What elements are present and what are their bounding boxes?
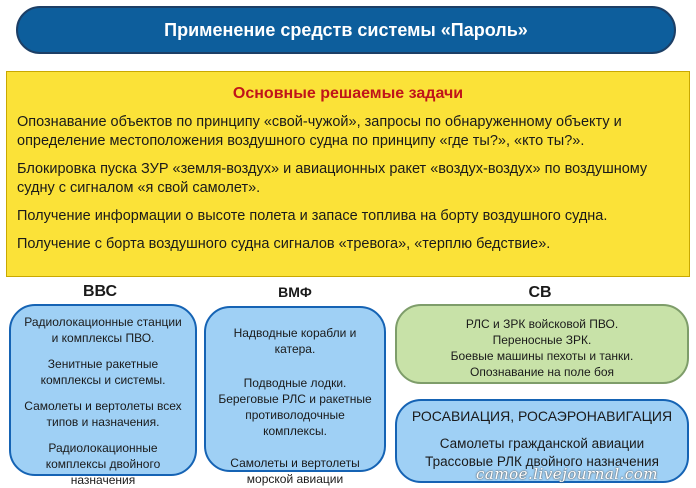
vvs-heading: ВВС [82, 283, 118, 300]
sv-item: Переносные ЗРК. [492, 333, 592, 347]
rosaviatsia-item: Трассовые РЛК двойного назначения [425, 454, 659, 469]
task-item: Опознавание объектов по принципу «свой-чужой», запросы по обнаруженному объекту и определение местоположения воздушного судна по принципу «где ты?», «кто ты?». [17, 114, 622, 149]
vvs-box [9, 304, 197, 487]
task-item: Блокировка пуска ЗУР «земля-воздух» и авиационных ракет «воздух-воздух» по воздушному судну с сигналом «я свой самолет». [17, 161, 648, 196]
watermark: camoe.livejournal.com [476, 465, 659, 483]
vmf-item: Надводные корабли и катера. [233, 326, 357, 356]
sv-box [395, 304, 689, 384]
tasks-panel [6, 71, 690, 277]
sv-item: Опознавание на поле боя [469, 365, 615, 379]
tasks-heading: Основные решаемые задачи [232, 85, 464, 102]
vmf-item: Самолеты и вертолеты морской авиации [230, 456, 360, 486]
vvs-item: Самолеты и вертолеты всех типов и назначения. [24, 399, 182, 429]
vmf-box [204, 306, 386, 486]
sv-item: РЛС и ЗРК войсковой ПВО. [465, 317, 619, 331]
vmf-item: Береговые РЛС и ракетные противолодочные комплексы. [218, 392, 372, 438]
vvs-item: Зенитные ракетные комплексы и системы. [40, 357, 166, 387]
sv-item: Боевые машины пехоты и танки. [450, 349, 634, 363]
page-title: Применение средств системы «Пароль» [164, 19, 528, 40]
rosaviatsia-item: Самолеты гражданской авиации [439, 436, 645, 451]
rosaviatsia-heading: РОСАВИАЦИЯ, РОСАЭРОНАВИГАЦИЯ [411, 408, 673, 424]
vmf-item: Подводные лодки. [243, 376, 347, 390]
vmf-heading: ВМФ [278, 284, 312, 300]
task-item: Получение с борта воздушного судна сигналов «тревога», «терплю бедствие». [17, 236, 551, 252]
vvs-item: Радиолокационные комплексы двойного назначения [45, 441, 161, 487]
vvs-item: Радиолокационные станции и комплексы ПВО. [24, 315, 182, 345]
title-banner [16, 6, 676, 54]
task-item: Получение информации о высоте полета и запасе топлива на борту воздушного судна. [17, 208, 608, 224]
sv-heading: СВ [528, 284, 552, 301]
